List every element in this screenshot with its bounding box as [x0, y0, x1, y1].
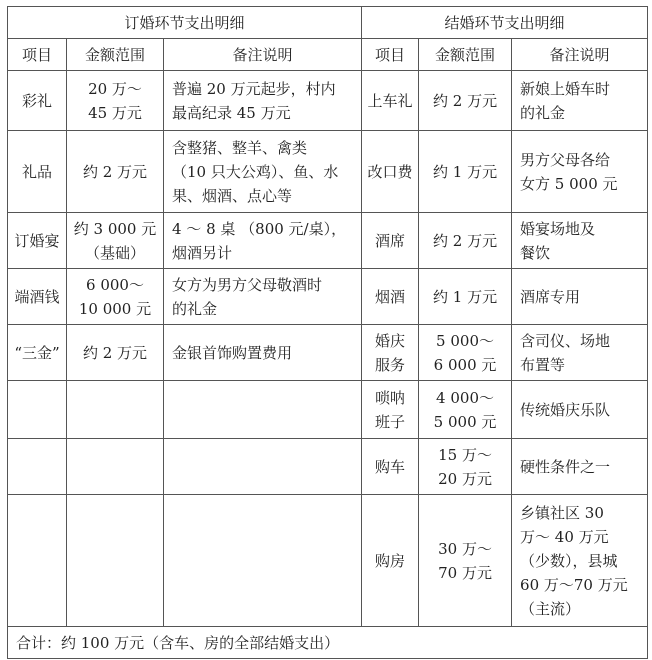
empty-cell	[8, 439, 67, 495]
col-header-amount: 金额范围	[419, 39, 512, 71]
empty-cell	[67, 381, 164, 439]
engagement-amount: 约 2 万元	[67, 131, 164, 213]
wedding-amount: 5 000～ 6 000 元	[419, 325, 512, 381]
engagement-note: 女方为男方父母敬酒时 的礼金	[164, 269, 362, 325]
wedding-note: 酒席专用	[512, 269, 648, 325]
engagement-amount: 约 3 000 元 （基础）	[67, 213, 164, 269]
wedding-header: 结婚环节支出明细	[362, 7, 648, 39]
wedding-amount: 15 万～ 20 万元	[419, 439, 512, 495]
engagement-note: 4 ～ 8 桌 （800 元/桌）， 烟酒另计	[164, 213, 362, 269]
wedding-note: 婚宴场地及 餐饮	[512, 213, 648, 269]
wedding-note: 新娘上婚车时 的礼金	[512, 71, 648, 131]
wedding-item: 烟酒	[362, 269, 419, 325]
wedding-item: 改口费	[362, 131, 419, 213]
engagement-item: 订婚宴	[8, 213, 67, 269]
engagement-note: 普遍 20 万元起步，村内 最高纪录 45 万元	[164, 71, 362, 131]
wedding-amount: 约 1 万元	[419, 269, 512, 325]
engagement-item: 彩礼	[8, 71, 67, 131]
wedding-item: 购房	[362, 495, 419, 627]
engagement-header: 订婚环节支出明细	[8, 7, 362, 39]
wedding-amount: 约 2 万元	[419, 71, 512, 131]
col-header-note: 备注说明	[164, 39, 362, 71]
wedding-item: 婚庆 服务	[362, 325, 419, 381]
empty-cell	[164, 495, 362, 627]
wedding-item: 购车	[362, 439, 419, 495]
empty-cell	[8, 381, 67, 439]
wedding-amount: 约 1 万元	[419, 131, 512, 213]
empty-cell	[67, 495, 164, 627]
wedding-item: 酒席	[362, 213, 419, 269]
col-header-item: 项目	[8, 39, 67, 71]
wedding-item: 唢呐 班子	[362, 381, 419, 439]
engagement-amount: 约 2 万元	[67, 325, 164, 381]
wedding-note: 男方父母各给 女方 5 000 元	[512, 131, 648, 213]
engagement-amount: 6 000～ 10 000 元	[67, 269, 164, 325]
expense-table	[7, 6, 648, 659]
engagement-item: 端酒钱	[8, 269, 67, 325]
engagement-item: “三金”	[8, 325, 67, 381]
engagement-amount: 20 万～ 45 万元	[67, 71, 164, 131]
empty-cell	[8, 495, 67, 627]
engagement-note: 金银首饰购置费用	[164, 325, 362, 381]
wedding-note: 硬性条件之一	[512, 439, 648, 495]
wedding-amount: 4 000～ 5 000 元	[419, 381, 512, 439]
wedding-amount: 30 万～ 70 万元	[419, 495, 512, 627]
col-header-amount: 金额范围	[67, 39, 164, 71]
wedding-item: 上车礼	[362, 71, 419, 131]
engagement-item: 礼品	[8, 131, 67, 213]
empty-cell	[164, 381, 362, 439]
col-header-note: 备注说明	[512, 39, 648, 71]
engagement-note: 含整猪、整羊、禽类 （10 只大公鸡）、鱼、水 果、烟酒、点心等	[164, 131, 362, 213]
col-header-item: 项目	[362, 39, 419, 71]
wedding-note: 乡镇社区 30 万～ 40 万元 （少数），县城 60 万～70 万元 （主流）	[512, 495, 648, 627]
wedding-amount: 约 2 万元	[419, 213, 512, 269]
total-row: 合计：约 100 万元（含车、房的全部结婚支出）	[8, 627, 648, 659]
wedding-note: 传统婚庆乐队	[512, 381, 648, 439]
empty-cell	[164, 439, 362, 495]
wedding-note: 含司仪、场地 布置等	[512, 325, 648, 381]
empty-cell	[67, 439, 164, 495]
